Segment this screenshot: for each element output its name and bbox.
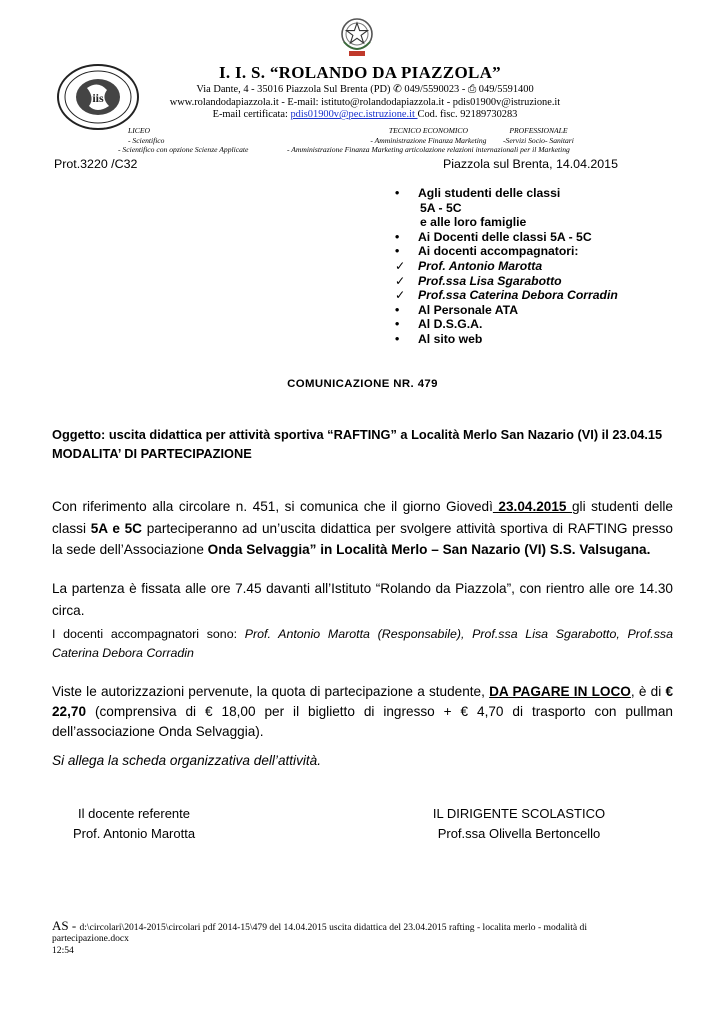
bullet-icon: • [395,186,400,200]
org-prof-title: PROFESSIONALE [509,126,568,135]
italian-republic-emblem [339,16,375,60]
school-web-email: www.rolandodapiazzola.it - E-mail: istituto@rolandodapiazzola.it - pdis01900v@istruzione.it [169,97,561,108]
signature-principal-role: IL DIRIGENTE SCOLASTICO [432,806,606,821]
footer-prefix: AS - [52,918,80,933]
signature-principal [411,804,627,843]
recipient-item [395,186,618,201]
bullet-icon: • [395,331,400,346]
recipient-item [395,332,618,347]
signature-teacher-name: Prof. Antonio Marotta [72,825,196,841]
org-liceo-line1: - Scientifico [128,135,165,145]
footer-time: 12:54 [52,944,74,956]
signature-teacher [56,804,212,843]
footer-path: d:\circolari\2014-2015\circolari pdf 2014-15\479 del 14.04.2015 uscita didattica del 23.04.2015 rafting - localita merlo - modalità di partecipazione.docx [52,922,587,945]
p3-text: I docenti accompagnatori sono: [52,627,245,641]
p1-classes: 5A e 5C [90,520,142,536]
org-tecnico-title: TECNICO ECONOMICO [388,126,468,135]
p3-teacher-names: Prof. Antonio Marotta (Responsabile), Prof.ssa Lisa Sgarabotto, Prof.ssa Caterina Debora Corradin [52,627,673,660]
bullet-icon: • [395,317,400,332]
body-paragraph-3 [52,625,673,663]
recipient-text: Ai docenti accompagnatori: [418,244,579,259]
p4-text-3: (comprensiva di € 18,00 per il biglietto di ingresso + € 4,70 di trasporto con pullman dell’associazione Onda Selvaggia). [52,704,673,739]
body-paragraph-2: La partenza è fissata alle ore 7.45 davanti all’Istituto “Rolando da Piazzola”, con rientro alle ore 14.30 circa. [52,581,673,618]
p4-text-1: Viste le autorizzazioni pervenute, la quota di partecipazione a studente, [52,684,490,699]
bullet-icon: • [395,229,400,244]
pec-email-link[interactable]: pdis01900v@pec.istruzione.it [290,109,418,120]
recipient-item [395,259,618,274]
recipient-text: Al Personale ATA [418,302,519,317]
certified-email-line [150,109,580,121]
recipient-item [395,244,618,259]
org-tecnico-line2: - Amministrazione Finanza Marketing articolazione relazioni internazionali per il Marketing [287,145,570,154]
signature-principal-name: Prof.ssa Olivella Bertoncello [437,825,601,841]
org-prof-line1: -Servizi Socio- Sanitari [503,135,574,145]
recipient-text: Ai Docenti delle classi 5A - 5C [418,229,592,244]
recipient-item [395,230,618,245]
p1-text-3: parteciperanno ad un’uscita didattica per svolgere attività sportiva di RAFTING presso la sede dell’Associazione [52,520,673,557]
recipients-list [395,186,618,347]
body-paragraph-4 [52,682,673,742]
p1-text-2: gli studenti delle classi [52,499,673,536]
bullet-icon: • [395,302,400,317]
signature-teacher-role: Il docente referente [77,806,191,821]
recipient-item [395,288,618,303]
org-tecnico-line1: - Amministrazione Finanza Marketing [370,135,487,145]
recipient-text: Al D.S.G.A. [418,317,483,332]
recipient-text: Agli studenti delle classi [418,186,561,200]
p1-place: Onda Selvaggia” in Località Merlo – San Nazario (VI) S.S. Valsugana. [207,542,651,557]
p4-pay-on-site: DA PAGARE IN LOCO [489,684,631,699]
recipient-text: Prof. Antonio Marotta [418,258,543,273]
footer-file-path [52,920,612,956]
recipient-item [395,201,618,216]
recipient-text: e alle loro famiglie [420,215,527,230]
org-liceo-title: LICEO [128,126,150,135]
recipient-item [395,303,618,318]
recipient-text: 5A - 5C [420,200,462,215]
subject [52,426,692,463]
p1-text-1: Con riferimento alla circolare n. 451, si comunica che il giorno Giovedì [52,499,493,514]
p4-text-2: , è di [630,684,666,699]
recipient-item [395,215,618,230]
school-name: I. I. S. “ROLANDO DA PIAZZOLA” [219,63,501,82]
p4-amount: € 22,70 [52,684,674,719]
checkmark-icon: ✓ [395,288,406,303]
subject-line-1: Oggetto: uscita didattica per attività sportiva “RAFTING” a Località Merlo San Nazario (VI) il 23.04.15 [52,427,663,442]
svg-text:iis: iis [92,91,104,105]
place-date: Piazzola sul Brenta, 14.04.2015 [443,157,618,171]
subject-line-2: MODALITA’ DI PARTECIPAZIONE [52,445,252,461]
recipient-text: Prof.ssa Caterina Debora Corradin [418,288,618,303]
recipient-item [395,274,618,289]
body-paragraph-5: Si allega la scheda organizzativa dell’attività. [52,753,322,768]
recipient-item [395,317,618,332]
recipient-text: Al sito web [418,331,483,346]
pec-label: E-mail certificata: [212,109,291,120]
school-logo [55,62,141,132]
p1-date: 23.04.2015 [492,499,572,514]
school-address: Via Dante, 4 - 35016 Piazzola Sul Brenta (PD) ✆ 049/5590023 - ⎙ 049/5591400 [196,84,534,95]
org-liceo [118,126,248,155]
body-paragraph-1 [52,496,673,561]
org-professionale [503,126,574,145]
recipient-text: Prof.ssa Lisa Sgarabotto [418,273,562,288]
checkmark-icon: ✓ [395,258,406,273]
fiscal-code: Cod. fisc. 92189730283 [417,109,518,120]
protocol-number: Prot.3220 /C32 [54,157,138,171]
communication-title: COMUNICAZIONE NR. 479 [287,378,438,390]
org-liceo-line2: - Scientifico con opzione Scienze Applicate [118,145,249,154]
checkmark-icon: ✓ [395,273,406,288]
bullet-icon: • [395,244,400,259]
